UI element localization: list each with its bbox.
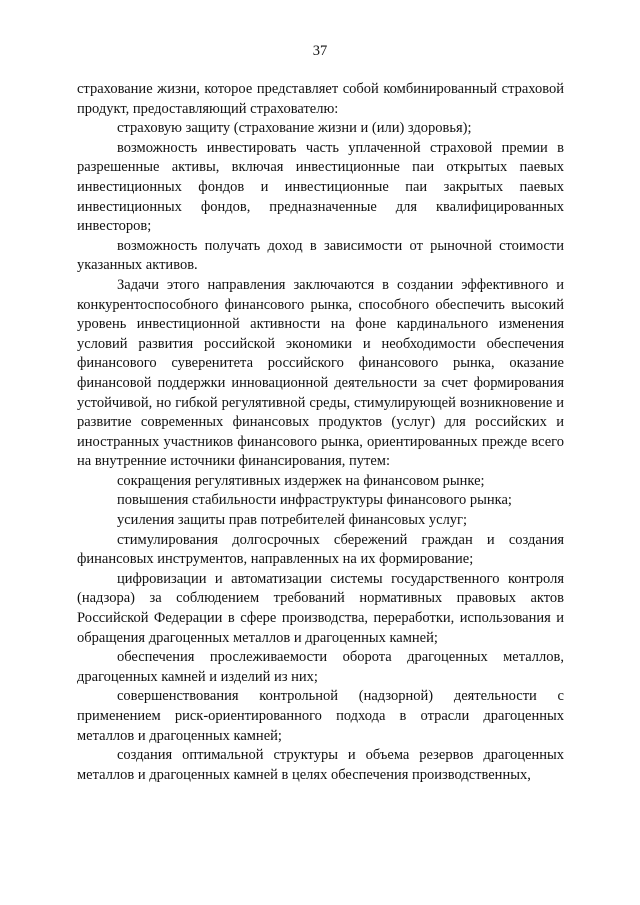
page-number: 37 xyxy=(312,43,328,59)
paragraph-digitalization-control: цифровизации и автоматизации системы государственного контроля (надзора) за соблюдением требований нормативных правовых актов Российской Федерации в сфере производства, переработки, использования и обращения драгоценных металлов и драгоценных камней; xyxy=(77,570,564,646)
paragraph-life-insurance-definition: страхование жизни, которое представляет собой комбинированный страховой продукт, предоставляющий страхователю: xyxy=(77,81,564,117)
paragraph-traceability: обеспечения прослеживаемости оборота драгоценных металлов, драгоценных камней и изделий из них; xyxy=(77,649,564,685)
paragraph-optimal-reserves: создания оптимальной структуры и объема резервов драгоценных металлов и драгоценных камней в целях обеспечения производственных, xyxy=(77,747,564,783)
document-body xyxy=(77,80,564,785)
paragraph-direction-tasks: Задачи этого направления заключаются в создании эффективного и конкурентоспособного финансового рынка, способного обеспечить высокий уровень инвестиционной активности на фоне кардинального изменения условий развития российской экономики и необходимости обеспечения финансового суверенитета российского финансового рынка, оказание финансовой поддержки инновационной деятельности за счет формирования устойчивой, но гибкой регулятивной среды, стимулирующей возникновение и развитие современных финансовых продуктов (услуг) для российских и иностранных участников финансового рынка, ориентированных прежде всего на внутренние источники финансирования, путем: xyxy=(77,276,564,470)
paragraph-consumer-protection: усиления защиты прав потребителей финансовых услуг; xyxy=(117,512,468,529)
paragraph-income-opportunity: возможность получать доход в зависимости от рыночной стоимости указанных активов. xyxy=(77,237,564,274)
paragraph-infrastructure-stability: повышения стабильности инфраструктуры финансового рынка; xyxy=(117,492,512,509)
paragraph-long-term-savings: стимулирования долгосрочных сбережений граждан и создания финансовых инструментов, направленных на их формирование; xyxy=(77,531,564,568)
paragraph-insurance-protection: страховую защиту (страхование жизни и (или) здоровья); xyxy=(117,120,472,137)
paragraph-invest-premium: возможность инвестировать часть уплаченной страховой премии в разрешенные активы, включая инвестиционные паи открытых паевых инвестиционных фондов и инвестиционные паи закрытых паевых инвестиционных фондов, предназначенные для квалифицированных инвесторов; xyxy=(77,139,564,235)
paragraph-risk-oriented-control: совершенствования контрольной (надзорной) деятельности с применением риск-ориентированного подхода в отрасли драгоценных металлов и драгоценных камней; xyxy=(77,688,564,744)
paragraph-reduce-regulatory-costs: сокращения регулятивных издержек на финансовом рынке; xyxy=(117,472,485,489)
